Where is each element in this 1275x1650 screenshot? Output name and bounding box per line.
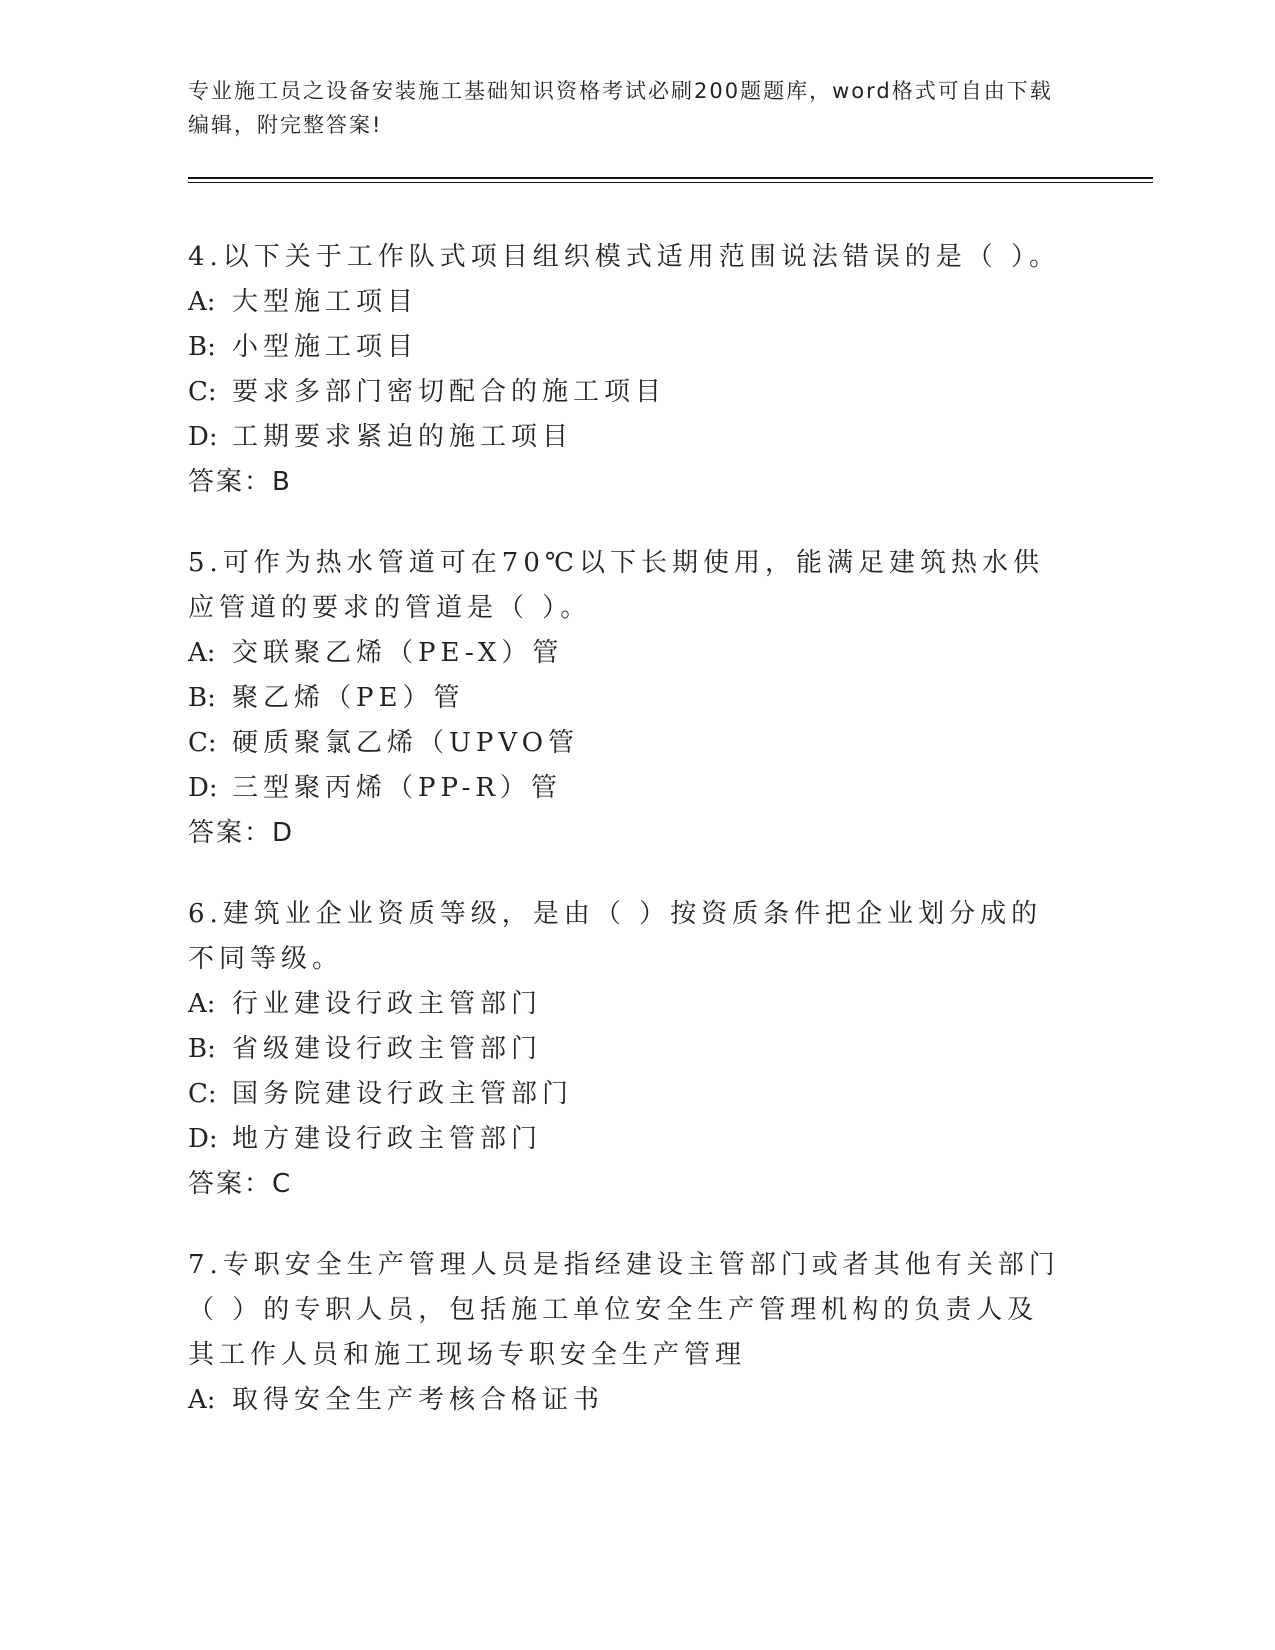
option-b xyxy=(188,1027,1068,1072)
document-header: 专业施工员之设备安装施工基础知识资格考试必刷200题题库，word格式可自由下载编辑，附完整答案! xyxy=(188,79,1053,137)
question-text: 4.以下关于工作队式项目组织模式适用范围说法错误的是（ ）。 xyxy=(188,242,1061,272)
option-c xyxy=(188,1072,1068,1117)
question-list xyxy=(188,235,1068,1459)
option-text: 大型施工项目 xyxy=(232,287,419,317)
option-a xyxy=(188,982,1068,1027)
question-5 xyxy=(188,541,1068,856)
option-text: 行业建设行政主管部门 xyxy=(232,989,543,1019)
option-a xyxy=(188,1378,1068,1423)
option-letter: D: xyxy=(188,422,218,452)
option-a xyxy=(188,280,1068,325)
option-text: 国务院建设行政主管部门 xyxy=(232,1079,574,1109)
option-text: 交联聚乙烯（PE-X）管 xyxy=(232,638,564,668)
option-letter: A: xyxy=(188,1385,216,1415)
answer-line: 答案：B xyxy=(188,467,292,497)
option-letter: A: xyxy=(188,638,216,668)
option-text: 工期要求紧迫的施工项目 xyxy=(232,422,574,452)
option-text: 聚乙烯（PE）管 xyxy=(232,683,465,713)
option-text: 要求多部门密切配合的施工项目 xyxy=(232,377,667,407)
option-text: 小型施工项目 xyxy=(232,332,419,362)
option-letter: A: xyxy=(188,989,216,1019)
option-letter: A: xyxy=(188,287,216,317)
option-b xyxy=(188,676,1068,721)
question-text: 5.可作为热水管道可在70℃以下长期使用，能满足建筑热水供应管道的要求的管道是（ ）。 xyxy=(188,548,1044,623)
question-4 xyxy=(188,235,1068,505)
option-text: 地方建设行政主管部门 xyxy=(232,1124,543,1154)
answer-line: 答案：D xyxy=(188,818,295,848)
option-letter: C: xyxy=(188,728,217,758)
option-letter: D: xyxy=(188,773,218,803)
question-6 xyxy=(188,892,1068,1207)
option-d xyxy=(188,766,1068,811)
option-letter: B: xyxy=(188,683,216,713)
answer-line: 答案：C xyxy=(188,1169,293,1199)
option-b xyxy=(188,325,1068,370)
option-c xyxy=(188,370,1068,415)
option-d xyxy=(188,415,1068,460)
question-text: 6.建筑业企业资质等级，是由（ ）按资质条件把企业划分成的不同等级。 xyxy=(188,899,1043,974)
header-divider-thick xyxy=(188,177,1153,179)
option-letter: C: xyxy=(188,1079,217,1109)
option-text: 省级建设行政主管部门 xyxy=(232,1034,543,1064)
option-a xyxy=(188,631,1068,676)
option-d xyxy=(188,1117,1068,1162)
option-text: 取得安全生产考核合格证书 xyxy=(232,1385,605,1415)
option-letter: B: xyxy=(188,332,216,362)
option-letter: D: xyxy=(188,1124,218,1154)
header-divider-thin xyxy=(188,182,1153,183)
option-text: 三型聚丙烯（PP-R）管 xyxy=(232,773,562,803)
option-c xyxy=(188,721,1068,766)
question-7 xyxy=(188,1243,1068,1423)
option-letter: C: xyxy=(188,377,217,407)
option-text: 硬质聚氯乙烯（UPVO管 xyxy=(232,728,580,758)
option-letter: B: xyxy=(188,1034,216,1064)
question-text: 7.专职安全生产管理人员是指经建设主管部门或者其他有关部门（ ）的专职人员，包括施工单位安全生产管理机构的负责人及其工作人员和施工现场专职安全生产管理 xyxy=(188,1250,1060,1370)
